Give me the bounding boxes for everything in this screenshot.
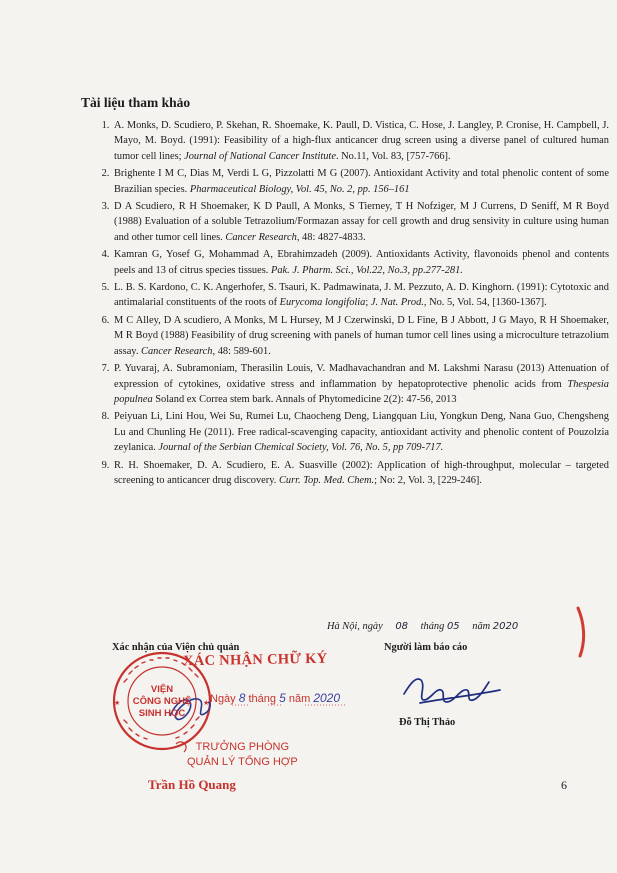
reference-text: R. H. Shoemaker, D. A. Scudiero, E. A. Suasville (2002): Application of high-throughput, molecular – targeted screening to anticancer drug discovery. xyxy=(114,459,609,486)
stamp-date-year: 2020 xyxy=(313,691,341,705)
svg-text:★: ★ xyxy=(203,699,210,707)
reference-text: P. Yuvaraj, A. Subramoniam, Therasilin Louis, V. Madhavachandran and M. Lakshmi Narasu (2013) Attenuation of expression of cytokines, oxidative stress and inflammation by hepatoprotective phenolic acids from xyxy=(114,363,609,390)
stamp-date-day: 8 xyxy=(238,691,246,705)
reference-text: Peiyuan Li, Lini Hou, Wei Su, Rumei Lu, Chaocheng Deng, Liangquan Liu, Yongkun Deng, Nana Guo, Chengsheng Lu and Chunling He (2011). Free radical-scavenging capacity, antioxidant activity and phenolic content of Pouzolzia zeylanica. xyxy=(114,411,609,454)
references-heading: Tài liệu tham khảo xyxy=(81,95,191,110)
date-day: 08 xyxy=(395,621,409,632)
reference-text: Kamran G, Yosef G, Mohammad A, Ebrahimzadeh (2009). Antioxidants Activity, flavonoids phenol and contents peels and 13 of citrus species tissues. xyxy=(114,249,609,276)
reference-italic-text: Pharmaceutical Biology, Vol. 45, No. 2, pp. 156–161 xyxy=(189,183,410,195)
date-month-label: tháng xyxy=(420,621,445,632)
stamp-date-month-label: tháng xyxy=(248,693,277,705)
reference-italic-text: Journal of National Cancer Institute xyxy=(184,150,336,162)
reference-italic-text: Journal of the Serbian Chemical Society, Vol. 76, No. 5, pp 709-717. xyxy=(158,442,444,454)
seal-line-2: CÔNG NGHỆ xyxy=(132,696,192,707)
reference-text: L. B. S. Kardono, C. K. Angerhofer, S. Tsauri, K. Padmawinata, J. M. Pezzuto, A. D. Kinghorn. (1991): Cytotoxic and antimalarial constituents of the roots of xyxy=(114,282,609,309)
stamp-role xyxy=(187,740,298,770)
reference-text: , 48: 589-601. xyxy=(212,345,271,357)
author-name: Đỗ Thị Thảo xyxy=(399,717,456,728)
reference-text: D A Scudiero, R H Shoemaker, K D Paull, A Monks, S Tierney, T H Nofziger, M J Currens, D Seniff, M R Boyd (1988) Evaluation of a soluble Tetrazolium/Formazan assay for cell growth and drug sensivity in culture using human and other tumor cell lines. xyxy=(114,201,609,243)
stamp-signer-name: Trần Hồ Quang xyxy=(148,777,236,792)
author-signature xyxy=(404,679,500,703)
stamp-date xyxy=(210,691,340,705)
reference-text: Soland ex Correa stem bark. Annals of Phytomedicine 2(2): 47-56, 2013 xyxy=(152,393,457,405)
reference-italic-text: Thespesia populnea xyxy=(114,378,609,405)
date-place: Hà Nội, ngày xyxy=(327,621,383,632)
stamp-date-month: 5 xyxy=(279,691,286,705)
reference-italic-text: Eurycoma longifolia xyxy=(279,297,366,309)
reference-italic-text: Cancer Research xyxy=(225,231,297,243)
date-year: 2020 xyxy=(492,621,519,632)
reference-italic-text: Cancer Research xyxy=(141,345,213,357)
margin-red-mark xyxy=(578,608,584,656)
reference-text: Brighente I M C, Dias M, Verdi L G, Pizzolatti M G (2007). Antioxidant Activity and total phenolic content of some Brazilian species. xyxy=(114,168,609,195)
svg-text:★: ★ xyxy=(114,699,121,707)
reference-text: , No. 5, Vol. 54, [1360-1367]. xyxy=(423,297,547,309)
reference-italic-text: J. Nat. Prod. xyxy=(370,297,424,309)
seal-text xyxy=(131,684,193,720)
institute-confirm-label: Xác nhận của Viện chủ quản xyxy=(112,642,240,653)
reference-text: , 48: 4827-4833. xyxy=(296,231,366,243)
date-month: 05 xyxy=(446,621,460,632)
stamp-role-line-2: QUẢN LÝ TỔNG HỢP xyxy=(187,756,298,768)
author-title: Người làm báo cáo xyxy=(384,642,468,653)
reference-text: A. Monks, D. Scudiero, P. Skehan, R. Shoemake, K. Paull, D. Vistica, C. Hose, J. Langley, P. Cronise, H. Campbell, J. Mayo, M. Boyd. (1991): Feasibility of a high-flux anticancer drug screen using a diverse panel of cultured human tumor cell lines; xyxy=(114,120,609,162)
seal-line-3: SINH HỌC xyxy=(138,708,186,719)
reference-text: . No.11, Vol. 83, [757-766]. xyxy=(335,150,451,162)
reference-text: M C Alley, D A scudiero, A Monks, M L Hursey, M J Czerwinski, D L Fine, B J Abbott, J G Mayo, R H Shoemaker, M R Boyd (1988) Feasibility of drug screening with panels of human tumor cell lines using a microculture tetrazolium assay. xyxy=(114,314,609,357)
reference-italic-text: Curr. Top. Med. Chem. xyxy=(278,474,375,486)
reference-text: ; xyxy=(365,297,371,309)
seal-line-1: VIỆN xyxy=(150,684,174,695)
page-number: 6 xyxy=(561,778,567,792)
stamp-date-year-label: năm xyxy=(288,693,311,705)
stamp-date-prefix: Ngày xyxy=(210,693,236,705)
stamp-title: XÁC NHẬN CHỮ KÝ xyxy=(182,650,328,670)
reference-italic-text: Pak. J. Pharm. Sci., Vol.22, No.3, pp.277-281. xyxy=(270,264,463,276)
reference-text: ; No: 2, Vol. 3, [229-246]. xyxy=(374,474,482,486)
stamp-role-line-1: TRƯỞNG PHÒNG xyxy=(195,741,290,753)
date-year-label: năm xyxy=(472,621,491,632)
